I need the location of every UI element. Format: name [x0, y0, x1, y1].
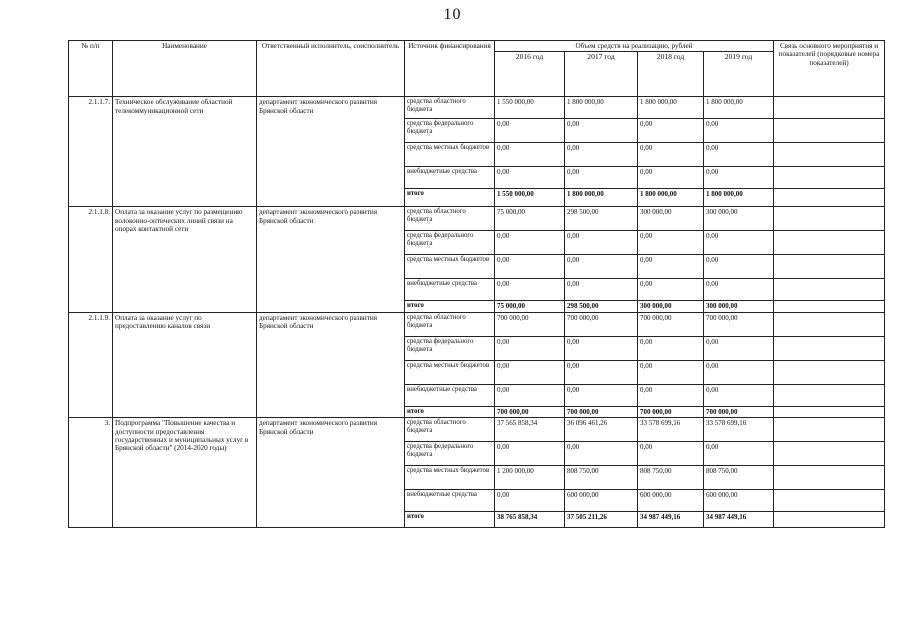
amount-cell: 1 800 000,00 [638, 97, 704, 119]
amount-cell: 0,00 [565, 336, 638, 360]
amount-cell: 34 987 449,16 [638, 512, 704, 528]
amount-cell: 0,00 [638, 255, 704, 279]
item-name: Подпрограмма "Повышение качества и доступности предоставления государственных и муниципальных услуг в Брянской области" (2014-2020 годы) [113, 418, 257, 528]
item-name: Оплата за оказание услуг по размещению волоконно-оптических линий связи на опорах контактной сети [113, 207, 257, 312]
amount-cell: 0,00 [638, 231, 704, 255]
amount-cell: 0,00 [704, 231, 774, 255]
header-number: № п/п [69, 41, 113, 97]
indicator-link-cell [774, 301, 885, 312]
funding-source: средства местных бюджетов [405, 143, 495, 167]
amount-cell: 1 800 000,00 [565, 97, 638, 119]
amount-cell: 300 000,00 [704, 301, 774, 312]
funding-source: средства федерального бюджета [405, 231, 495, 255]
indicator-link-cell [774, 167, 885, 189]
amount-cell: 34 987 449,16 [704, 512, 774, 528]
header-year: 2017 год [565, 52, 638, 97]
indicator-link-cell [774, 442, 885, 466]
amount-cell: 36 096 461,26 [565, 418, 638, 442]
amount-cell: 0,00 [565, 279, 638, 301]
amount-cell: 0,00 [495, 279, 565, 301]
table-row [69, 97, 885, 119]
item-executor: департамент экономического развития Брянской области [257, 97, 405, 207]
amount-cell: 0,00 [638, 167, 704, 189]
header-executor: Ответственный исполнитель, соисполнитель [257, 41, 405, 97]
item-number: 2.1.1.9. [69, 312, 113, 417]
amount-cell: 0,00 [565, 442, 638, 466]
funding-source: средства областного бюджета [405, 97, 495, 119]
amount-cell: 0,00 [638, 360, 704, 384]
amount-cell: 0,00 [638, 279, 704, 301]
amount-cell: 300 000,00 [704, 207, 774, 231]
amount-cell: 38 765 858,34 [495, 512, 565, 528]
amount-cell: 0,00 [638, 442, 704, 466]
indicator-link-cell [774, 231, 885, 255]
indicator-link-cell [774, 189, 885, 207]
funding-source: средства федерального бюджета [405, 442, 495, 466]
header-year: 2018 год [638, 52, 704, 97]
funding-source: итого [405, 512, 495, 528]
amount-cell: 37 505 211,26 [565, 512, 638, 528]
amount-cell: 33 578 699,16 [638, 418, 704, 442]
amount-cell: 0,00 [565, 384, 638, 406]
funding-source: внебюджетные средства [405, 167, 495, 189]
amount-cell: 0,00 [638, 336, 704, 360]
funding-source: итого [405, 301, 495, 312]
amount-cell: 1 550 000,00 [495, 97, 565, 119]
amount-cell: 0,00 [565, 231, 638, 255]
funding-source: средства федерального бюджета [405, 336, 495, 360]
amount-cell: 0,00 [704, 384, 774, 406]
item-number: 2.1.1.8. [69, 207, 113, 312]
amount-cell: 0,00 [704, 336, 774, 360]
budget-table [68, 40, 885, 528]
amount-cell: 0,00 [638, 119, 704, 143]
amount-cell: 33 578 699,16 [704, 418, 774, 442]
indicator-link-cell [774, 97, 885, 119]
item-number: 2.1.1.7. [69, 97, 113, 207]
amount-cell: 0,00 [495, 384, 565, 406]
amount-cell: 0,00 [565, 119, 638, 143]
indicator-link-cell [774, 336, 885, 360]
amount-cell: 0,00 [565, 167, 638, 189]
indicator-link-cell [774, 143, 885, 167]
amount-cell: 298 500,00 [565, 301, 638, 312]
header-source: Источник финансирования [405, 41, 495, 97]
amount-cell: 0,00 [704, 143, 774, 167]
amount-cell: 808 750,00 [565, 466, 638, 490]
amount-cell: 0,00 [704, 360, 774, 384]
amount-cell: 1 800 000,00 [704, 97, 774, 119]
table-body [69, 97, 885, 528]
amount-cell: 0,00 [495, 119, 565, 143]
header-year: 2016 год [495, 52, 565, 97]
indicator-link-cell [774, 255, 885, 279]
funding-source: внебюджетные средства [405, 279, 495, 301]
funding-source: внебюджетные средства [405, 384, 495, 406]
amount-cell: 0,00 [495, 167, 565, 189]
indicator-link-cell [774, 207, 885, 231]
item-executor: департамент экономического развития Брянской области [257, 312, 405, 417]
amount-cell: 700 000,00 [638, 312, 704, 336]
amount-cell: 700 000,00 [565, 312, 638, 336]
amount-cell: 0,00 [565, 360, 638, 384]
indicator-link-cell [774, 490, 885, 512]
amount-cell: 700 000,00 [495, 406, 565, 417]
amount-cell: 300 000,00 [638, 207, 704, 231]
amount-cell: 0,00 [704, 167, 774, 189]
amount-cell: 0,00 [704, 279, 774, 301]
amount-cell: 0,00 [565, 255, 638, 279]
header-volume: Объем средств на реализацию, рублей [495, 41, 774, 52]
indicator-link-cell [774, 312, 885, 336]
indicator-link-cell [774, 466, 885, 490]
amount-cell: 1 550 000,00 [495, 189, 565, 207]
funding-source: средства местных бюджетов [405, 466, 495, 490]
amount-cell: 0,00 [495, 255, 565, 279]
funding-source: итого [405, 189, 495, 207]
amount-cell: 700 000,00 [565, 406, 638, 417]
indicator-link-cell [774, 360, 885, 384]
page-number: 10 [443, 6, 462, 23]
amount-cell: 0,00 [704, 119, 774, 143]
amount-cell: 0,00 [495, 442, 565, 466]
amount-cell: 1 200 000,00 [495, 466, 565, 490]
item-number: 3. [69, 418, 113, 528]
item-name: Техническое обслуживание областной телекоммуникационной сети [113, 97, 257, 207]
funding-source: внебюджетные средства [405, 490, 495, 512]
amount-cell: 0,00 [638, 143, 704, 167]
amount-cell: 600 000,00 [638, 490, 704, 512]
amount-cell: 37 565 858,34 [495, 418, 565, 442]
amount-cell: 1 800 000,00 [565, 189, 638, 207]
indicator-link-cell [774, 384, 885, 406]
amount-cell: 0,00 [495, 143, 565, 167]
amount-cell: 300 000,00 [638, 301, 704, 312]
funding-source: средства местных бюджетов [405, 255, 495, 279]
item-executor: департамент экономического развития Брянской области [257, 418, 405, 528]
funding-source: средства областного бюджета [405, 312, 495, 336]
amount-cell: 0,00 [495, 490, 565, 512]
funding-source: средства местных бюджетов [405, 360, 495, 384]
funding-source: средства федерального бюджета [405, 119, 495, 143]
indicator-link-cell [774, 418, 885, 442]
amount-cell: 600 000,00 [565, 490, 638, 512]
table-row [69, 207, 885, 231]
amount-cell: 700 000,00 [638, 406, 704, 417]
amount-cell: 75 000,00 [495, 207, 565, 231]
amount-cell: 0,00 [704, 442, 774, 466]
item-executor: департамент экономического развития Брянской области [257, 207, 405, 312]
indicator-link-cell [774, 406, 885, 417]
indicator-link-cell [774, 512, 885, 528]
amount-cell: 1 800 000,00 [638, 189, 704, 207]
amount-cell: 0,00 [495, 360, 565, 384]
table-row [69, 418, 885, 442]
indicator-link-cell [774, 119, 885, 143]
funding-source: итого [405, 406, 495, 417]
item-name: Оплата за оказание услуг по предоставлению каналов связи [113, 312, 257, 417]
amount-cell: 0,00 [495, 231, 565, 255]
amount-cell: 700 000,00 [495, 312, 565, 336]
amount-cell: 700 000,00 [704, 312, 774, 336]
header-year: 2019 год [704, 52, 774, 97]
table-row [69, 312, 885, 336]
amount-cell: 0,00 [638, 384, 704, 406]
amount-cell: 0,00 [495, 336, 565, 360]
header-name: Наименование [113, 41, 257, 97]
table-header [69, 41, 885, 97]
funding-source: средства областного бюджета [405, 207, 495, 231]
amount-cell: 298 500,00 [565, 207, 638, 231]
amount-cell: 808 750,00 [638, 466, 704, 490]
amount-cell: 0,00 [565, 143, 638, 167]
header-link: Связь основного мероприятия и показателей (порядковые номера показателей) [774, 41, 885, 97]
funding-source: средства областного бюджета [405, 418, 495, 442]
amount-cell: 808 750,00 [704, 466, 774, 490]
amount-cell: 1 800 000,00 [704, 189, 774, 207]
amount-cell: 700 000,00 [704, 406, 774, 417]
amount-cell: 75 000,00 [495, 301, 565, 312]
amount-cell: 0,00 [704, 255, 774, 279]
amount-cell: 600 000,00 [704, 490, 774, 512]
indicator-link-cell [774, 279, 885, 301]
